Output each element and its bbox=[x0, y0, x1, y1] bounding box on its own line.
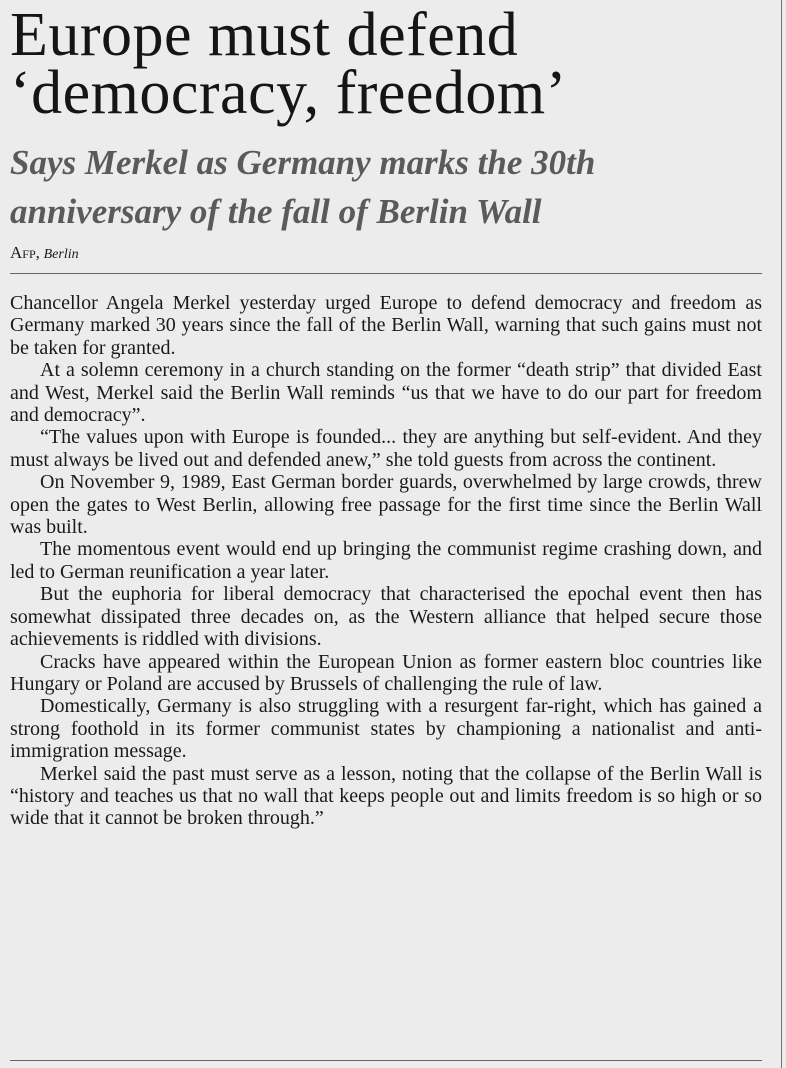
paragraph: On November 9, 1989, East German border guards, overwhelmed by large crowds, threw open the gates to West Berlin, allowing free passage for the first time since the Berlin Wall was built. bbox=[10, 471, 762, 539]
paragraph: But the euphoria for liberal democracy that characterised the epochal event then has somewhat dissipated three decades on, as the Western alliance that helped secure those achievements is riddled with divisions. bbox=[10, 583, 762, 651]
subhead-line-1: Says Merkel as Germany marks the 30th bbox=[10, 143, 596, 182]
headline-line-1: Europe must defend bbox=[10, 1, 519, 69]
column-rule bbox=[781, 0, 782, 1068]
byline-agency: Afp, bbox=[10, 243, 40, 262]
divider bbox=[10, 273, 762, 274]
subhead-line-2: anniversary of the fall of Berlin Wall bbox=[10, 192, 542, 231]
paragraph: At a solemn ceremony in a church standing on the former “death strip” that divided East and West, Merkel said the Berlin Wall reminds “us that we have to do our part for freedom and democracy”. bbox=[10, 359, 762, 427]
paragraph: “The values upon with Europe is founded... they are anything but self-evident. And they must always be lived out and defended anew,” she told guests from across the continent. bbox=[10, 426, 762, 471]
bottom-divider bbox=[10, 1060, 762, 1061]
byline bbox=[10, 243, 762, 263]
news-article bbox=[10, 0, 762, 830]
article-body bbox=[10, 292, 762, 830]
paragraph: Domestically, Germany is also struggling with a resurgent far-right, which has gained a strong foothold in its former communist states by championing a nationalist and anti-immigration message. bbox=[10, 695, 762, 763]
headline-line-2: ‘democracy, freedom’ bbox=[10, 59, 567, 127]
byline-place: Berlin bbox=[43, 247, 79, 262]
paragraph: The momentous event would end up bringing the communist regime crashing down, and led to German reunification a year later. bbox=[10, 538, 762, 583]
paragraph: Merkel said the past must serve as a lesson, noting that the collapse of the Berlin Wall is “history and teaches us that no wall that keeps people out and limits freedom is so high or so wide that it cannot be broken through.” bbox=[10, 762, 762, 830]
headline bbox=[10, 0, 762, 127]
paragraph: Cracks have appeared within the European Union as former eastern bloc countries like Hungary or Poland are accused by Brussels of challenging the rule of law. bbox=[10, 650, 762, 695]
paragraph: Chancellor Angela Merkel yesterday urged Europe to defend democracy and freedom as Germany marked 30 years since the fall of the Berlin Wall, warning that such gains must not be taken for granted. bbox=[10, 292, 762, 359]
subheadline bbox=[10, 138, 762, 236]
